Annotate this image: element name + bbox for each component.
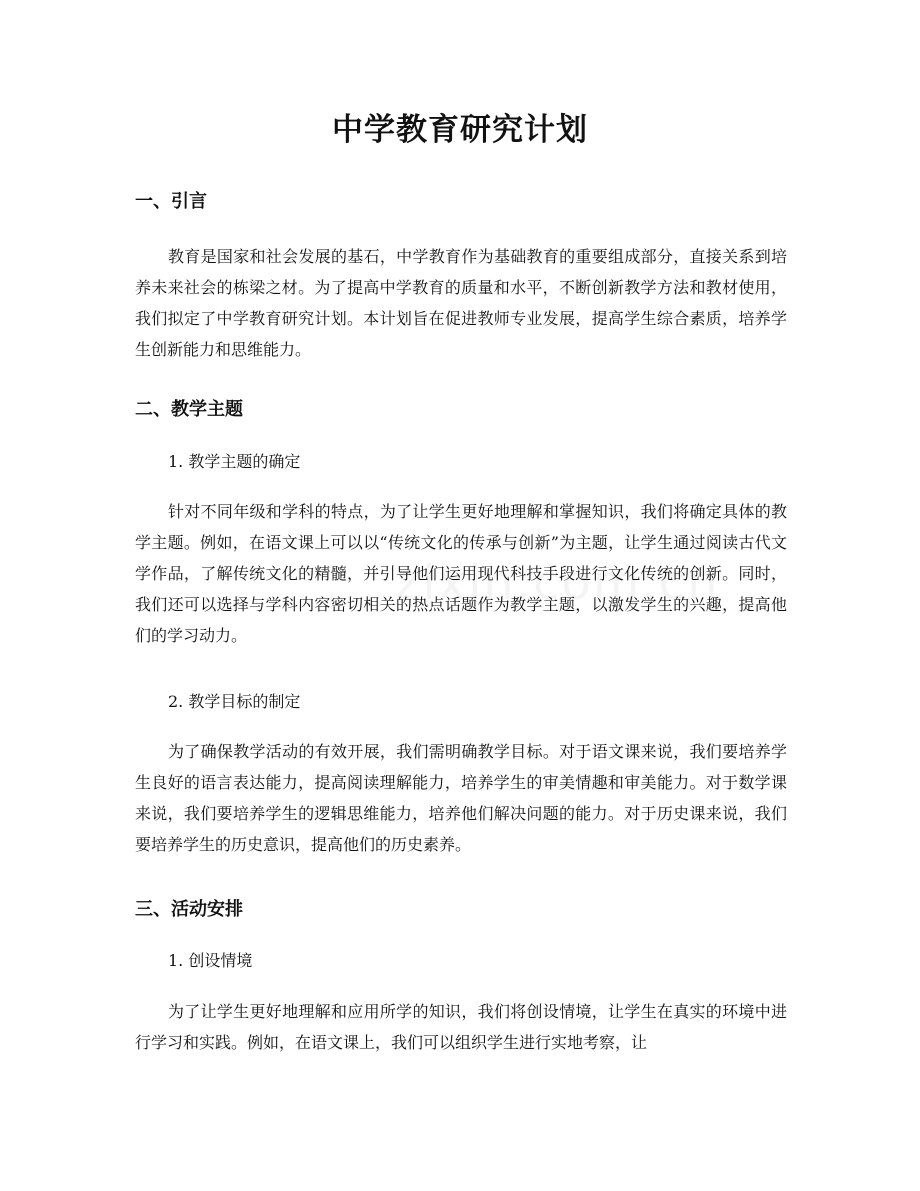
intro-paragraph: 教育是国家和社会发展的基石，中学教育作为基础教育的重要组成部分，直接关系到培养未来社会的栋梁之材。为了提高中学教育的质量和水平，不断创新教学方法和教材使用，我们拟定了中学教育研究计划。本计划旨在促进教师专业发展，提高学生综合素质，培养学生创新能力和思维能力。: [135, 247, 787, 359]
document-title: 中学教育研究计划: [332, 112, 588, 148]
section-heading-intro: 一、引言: [135, 191, 207, 212]
subheading-create-situations: 1. 创设情境: [168, 951, 253, 970]
theme-paragraph-2: 为了确保教学活动的有效开展，我们需明确教学目标。对于语文课来说，我们要培养学生良好的语言表达能力，提高阅读理解能力，培养学生的审美情趣和审美能力。对于数学课来说，我们要培养学生的逻辑思维能力，培养他们解决问题的能力。对于历史课来说，我们要培养学生的历史意识，提高他们的历史素养。: [135, 742, 787, 854]
subheading-teaching-goals: 2. 教学目标的制定: [168, 692, 301, 711]
section-heading-activities: 三、活动安排: [135, 899, 243, 920]
subheading-theme-determination: 1. 教学主题的确定: [168, 452, 301, 471]
theme-paragraph-1: 针对不同年级和学科的特点，为了让学生更好地理解和掌握知识，我们将确定具体的教学主题。例如，在语文课上可以以“传统文化的传承与创新”为主题，让学生通过阅读古代文学作品，了解传统文化的精髓，并引导他们运用现代科技手段进行文化传统的创新。同时，我们还可以选择与学科内容密切相关的热点话题作为教学主题，以激发学生的兴趣，提高他们的学习动力。: [135, 502, 787, 645]
activities-paragraph-1: 为了让学生更好地理解和应用所学的知识，我们将创设情境，让学生在真实的环境中进行学习和实践。例如，在语文课上，我们可以组织学生进行实地考察，让: [135, 1002, 787, 1052]
section-heading-theme: 二、教学主题: [135, 399, 243, 420]
